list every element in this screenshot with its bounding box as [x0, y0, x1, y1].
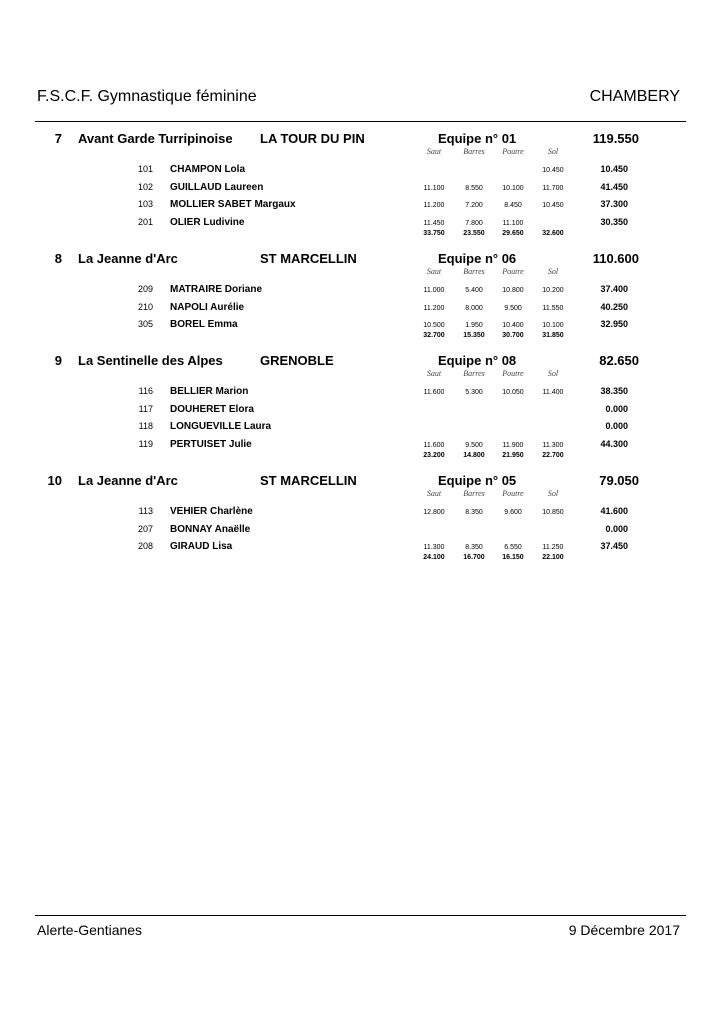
gymnast-total: 0.000 [605, 421, 628, 431]
apparatus-score: 6.550 [504, 544, 522, 551]
apparatus-score: 10.800 [502, 287, 524, 294]
gymnast-number: 209 [137, 284, 153, 294]
apparatus-score: 10.100 [542, 322, 564, 329]
gymnast-name: LONGUEVILLE Laura [170, 421, 272, 432]
apparatus-total: 15.350 [463, 332, 485, 339]
gymnast-total: 0.000 [605, 403, 628, 414]
apparatus-score: 11.200 [423, 304, 445, 312]
gymnast-row [0, 541, 724, 555]
gymnast-row [0, 439, 724, 453]
apparatus-score: 11.450 [423, 219, 445, 227]
apparatus-score: 9.500 [465, 441, 483, 449]
apparatus-header: Sol [547, 489, 559, 498]
team-rank: 10 [47, 473, 62, 488]
gymnast-number: 119 [138, 438, 153, 449]
apparatus-header: Sol [547, 369, 559, 378]
apparatus-score: 8.350 [465, 544, 483, 551]
apparatus-score: 11.300 [542, 441, 564, 449]
apparatus-score: 10.050 [502, 389, 524, 396]
gymnast-row [0, 386, 724, 400]
gymnast-total: 37.300 [600, 199, 628, 209]
gymnast-number: 101 [137, 164, 153, 174]
apparatus-header: Saut [426, 369, 442, 378]
gymnast-total: 32.950 [600, 319, 628, 329]
apparatus-score: 8.450 [504, 202, 522, 209]
apparatus-total: 21.950 [502, 451, 524, 459]
apparatus-header: Saut [426, 147, 442, 156]
apparatus-score: 8.000 [465, 304, 483, 312]
apparatus-score: 11.250 [542, 544, 564, 551]
gymnast-number: 117 [138, 403, 153, 414]
gymnast-row [0, 217, 724, 231]
apparatus-total: 14.800 [463, 451, 485, 459]
gymnast-row [0, 164, 724, 178]
apparatus-score: 8.550 [465, 184, 483, 192]
apparatus-score: 10.500 [423, 322, 445, 329]
apparatus-total: 32.700 [423, 332, 445, 339]
gymnast-total: 30.350 [600, 216, 628, 227]
team-club: La Jeanne d'Arc [78, 251, 178, 266]
apparatus-score: 7.200 [465, 202, 483, 209]
gymnast-row [0, 302, 724, 316]
apparatus-score: 11.400 [542, 389, 564, 396]
gymnast-number: 103 [137, 199, 153, 209]
gymnast-name: GUILLAUD Laureen [170, 181, 264, 193]
team-total: 82.650 [599, 353, 639, 368]
apparatus-total: 31.850 [542, 332, 564, 339]
gymnast-row [0, 506, 724, 520]
footer-club: Alerte-Gentianes [37, 922, 143, 938]
gymnast-name: DOUHERET Elora [170, 403, 254, 415]
gymnast-total: 0.000 [605, 523, 628, 534]
gymnast-row [0, 284, 724, 298]
team-number: Equipe n° 08 [438, 353, 517, 368]
gymnast-total: 41.600 [600, 506, 628, 516]
gymnast-number: 102 [137, 181, 153, 192]
apparatus-score: 11.200 [423, 202, 445, 209]
apparatus-total: 30.700 [502, 332, 524, 339]
apparatus-totals-row [0, 452, 724, 462]
team-number: Equipe n° 05 [438, 473, 517, 488]
team-number: Equipe n° 01 [438, 131, 517, 146]
apparatus-score: 10.200 [542, 287, 564, 294]
gymnast-total: 38.350 [600, 386, 628, 396]
gymnast-name: GIRAUD Lisa [170, 541, 233, 552]
gymnast-name: MOLLIER SABET Margaux [170, 199, 296, 210]
apparatus-score: 1.950 [465, 322, 483, 329]
apparatus-score: 11.600 [423, 389, 445, 396]
gymnast-number: 208 [137, 541, 153, 551]
apparatus-score: 11.100 [423, 184, 445, 192]
apparatus-score: 11.100 [502, 219, 524, 227]
apparatus-total: 23.200 [423, 451, 445, 459]
apparatus-score: 10.450 [542, 202, 564, 209]
team-city: GRENOBLE [260, 353, 334, 368]
apparatus-score: 11.550 [542, 304, 564, 312]
apparatus-header: Poutre [502, 489, 524, 498]
apparatus-total: 16.150 [502, 554, 524, 561]
gymnast-row [0, 421, 724, 435]
apparatus-score: 5.400 [465, 287, 483, 294]
apparatus-score: 8.350 [465, 509, 483, 516]
apparatus-header: Sol [547, 147, 559, 156]
apparatus-total: 16.700 [463, 554, 485, 561]
gymnast-name: PERTUISET Julie [170, 438, 252, 450]
apparatus-header: Sol [547, 267, 559, 276]
gymnast-name: BELLIER Marion [170, 386, 249, 397]
apparatus-score: 10.100 [502, 184, 524, 192]
team-total: 79.050 [599, 473, 639, 488]
apparatus-score: 10.400 [502, 322, 524, 329]
gymnast-total: 37.400 [600, 284, 628, 294]
gymnast-name: CHAMPON Lola [170, 164, 245, 175]
gymnast-name: BONNAY Anaëlle [170, 523, 251, 535]
apparatus-score: 9.600 [504, 509, 522, 516]
apparatus-total: 22.100 [542, 554, 564, 561]
apparatus-header: Barres [463, 489, 485, 498]
team-total: 110.600 [592, 251, 639, 266]
apparatus-score: 11.300 [423, 544, 445, 551]
apparatus-total: 33.750 [423, 229, 445, 237]
apparatus-header: Poutre [502, 147, 524, 156]
apparatus-header: Barres [463, 369, 485, 378]
team-number: Equipe n° 06 [438, 251, 517, 266]
apparatus-score: 11.900 [502, 441, 524, 449]
apparatus-header: Saut [426, 267, 442, 276]
gymnast-number: 118 [138, 421, 153, 431]
apparatus-score: 11.600 [423, 441, 445, 449]
team-club: Avant Garde Turripinoise [78, 131, 233, 146]
team-city: ST MARCELLIN [260, 473, 357, 488]
gymnast-name: BOREL Emma [170, 319, 238, 330]
gymnast-total: 37.450 [600, 541, 628, 551]
team-rank: 8 [54, 251, 62, 266]
gymnast-total: 44.300 [600, 438, 628, 449]
apparatus-score: 11.000 [423, 287, 445, 294]
team-block [0, 353, 724, 463]
gymnast-name: NAPOLI Aurélie [170, 301, 245, 313]
gymnast-number: 201 [137, 216, 153, 227]
apparatus-totals-row [0, 230, 724, 240]
page-title: F.S.C.F. Gymnastique féminine [37, 88, 257, 105]
apparatus-header: Barres [463, 147, 485, 156]
apparatus-totals-row [0, 554, 724, 564]
apparatus-score: 7.800 [465, 219, 483, 227]
apparatus-score: 11.700 [542, 184, 564, 192]
apparatus-header: Poutre [502, 369, 524, 378]
team-club: La Sentinelle des Alpes [78, 353, 223, 368]
apparatus-totals-row [0, 332, 724, 342]
footer-date: 9 Décembre 2017 [568, 922, 680, 938]
gymnast-row [0, 524, 724, 538]
gymnast-number: 210 [137, 301, 153, 312]
gymnast-number: 116 [138, 386, 153, 396]
team-club: La Jeanne d'Arc [78, 473, 178, 488]
gymnast-name: MATRAIRE Doriane [170, 284, 263, 295]
header-divider [35, 121, 686, 122]
gymnast-number: 113 [138, 506, 153, 516]
gymnast-number: 305 [137, 319, 153, 329]
team-city: LA TOUR DU PIN [260, 131, 365, 146]
apparatus-score: 9.500 [504, 304, 522, 312]
apparatus-score: 10.850 [542, 509, 564, 516]
apparatus-header: Poutre [502, 267, 524, 276]
apparatus-total: 23.550 [463, 229, 485, 237]
gymnast-total: 10.450 [600, 164, 628, 174]
apparatus-total: 24.100 [423, 554, 445, 561]
apparatus-score: 10.450 [542, 167, 564, 174]
apparatus-total: 29.650 [502, 229, 524, 237]
apparatus-score: 12.800 [423, 509, 445, 516]
apparatus-header: Saut [426, 489, 442, 498]
apparatus-header: Barres [463, 267, 485, 276]
team-block [0, 473, 724, 583]
gymnast-name: VEHIER Charlène [170, 506, 253, 517]
gymnast-row [0, 319, 724, 333]
apparatus-total: 22.700 [542, 451, 564, 459]
footer-divider [35, 915, 686, 916]
team-block [0, 131, 724, 241]
gymnast-row [0, 199, 724, 213]
apparatus-total: 32.600 [542, 229, 564, 237]
team-rank: 9 [54, 353, 62, 368]
competition-location: CHAMBERY [589, 88, 680, 105]
gymnast-total: 41.450 [600, 181, 628, 192]
apparatus-score: 5.300 [465, 389, 483, 396]
team-total: 119.550 [592, 131, 639, 146]
team-block [0, 251, 724, 361]
gymnast-number: 207 [137, 523, 153, 534]
gymnast-row [0, 182, 724, 196]
gymnast-name: OLIER Ludivine [170, 216, 245, 228]
gymnast-total: 40.250 [600, 301, 628, 312]
team-city: ST MARCELLIN [260, 251, 357, 266]
gymnast-row [0, 404, 724, 418]
team-rank: 7 [54, 131, 62, 146]
